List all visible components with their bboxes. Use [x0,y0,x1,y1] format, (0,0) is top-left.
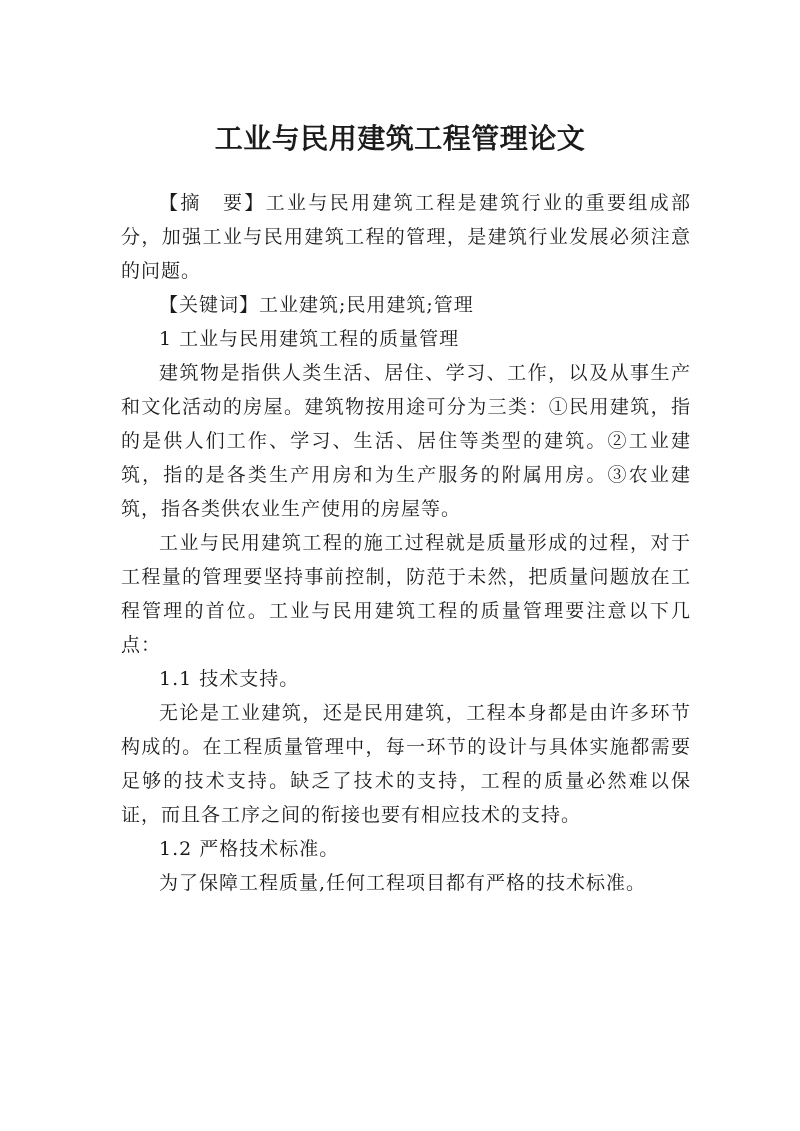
document-body [121,186,691,900]
body-paragraph: 为了保障工程质量,任何工程项目都有严格的技术标准。 [159,872,647,894]
body-paragraph: 工业与民用建筑工程的施工过程就是质量形成的过程，对于工程量的管理要坚持事前控制，防范于未然，把质量问题放在工程管理的首位。工业与民用建筑工程的质量管理要注意以下几点： [121,532,691,656]
abstract-paragraph: 【摘 要】工业与民用建筑工程是建筑行业的重要组成部分，加强工业与民用建筑工程的管理，是建筑行业发展必须注意的问题。 [121,192,691,282]
body-paragraph: 建筑物是指供人类生活、居住、学习、工作，以及从事生产和文化活动的房屋。建筑物按用途可分为三类：①民用建筑，指的是供人们工作、学习、生活、居住等类型的建筑。②工业建筑，指的是各类生产用房和为生产服务的附属用房。③农业建筑，指各类供农业生产使用的房屋等。 [121,362,691,520]
subsection-heading-1-2: 1.2 严格技术标准。 [159,838,340,860]
document-title: 工业与民用建筑工程管理论文 [214,121,586,155]
body-paragraph: 无论是工业建筑，还是民用建筑，工程本身都是由许多环节构成的。在工程质量管理中，每一环节的设计与具体实施都需要足够的技术支持。缺乏了技术的支持，工程的质量必然难以保证，而且各工序之间的衔接也要有相应技术的支持。 [121,702,691,826]
section-heading-1: 1 工业与民用建筑工程的质量管理 [159,328,460,350]
subsection-heading-1-1: 1.1 技术支持。 [159,668,300,690]
keywords-paragraph: 【关键词】工业建筑;民用建筑;管理 [159,294,474,316]
